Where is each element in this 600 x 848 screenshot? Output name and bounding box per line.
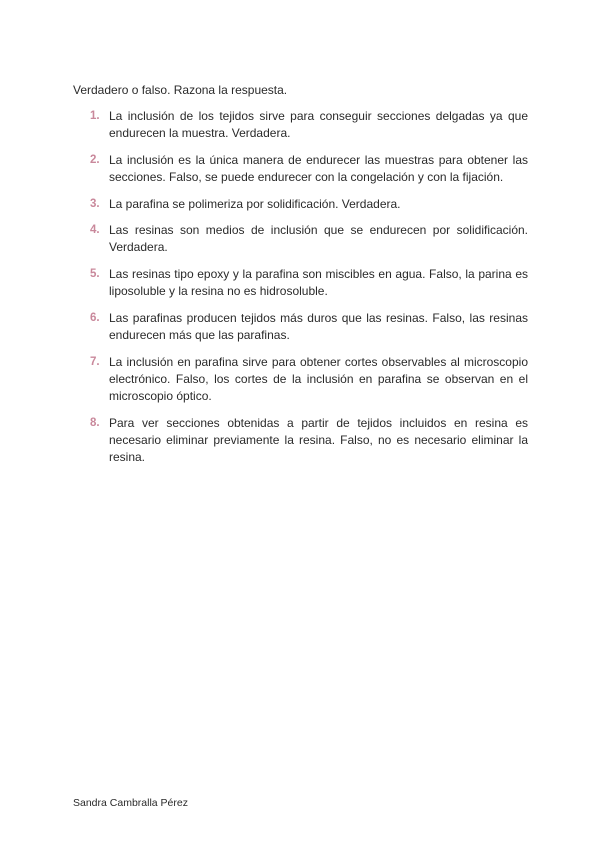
item-number: 8. (90, 417, 100, 429)
list-item (73, 152, 528, 186)
list-item (73, 415, 528, 466)
item-number: 1. (90, 110, 100, 122)
list-item (73, 266, 528, 300)
list-item (73, 222, 528, 256)
item-text: La inclusión de los tejidos sirve para conseguir secciones delgadas ya que endurecen la muestra. Verdadera. (109, 109, 528, 140)
item-number: 4. (90, 224, 100, 236)
item-text: Las parafinas producen tejidos más duros que las resinas. Falso, las resinas endurecen más que las parafinas. (109, 311, 528, 342)
item-number: 2. (90, 154, 100, 166)
item-text: Las resinas son medios de inclusión que se endurecen por solidificación. Verdadera. (109, 223, 528, 254)
item-text: La inclusión en parafina sirve para obtener cortes observables al microscopio electrónico. Falso, los cortes de la inclusión en parafina se observan en el microscopio óptico. (109, 355, 528, 403)
list-item (73, 354, 528, 405)
item-text: Las resinas tipo epoxy y la parafina son miscibles en agua. Falso, la parina es liposoluble y la resina no es hidrosoluble. (109, 267, 528, 298)
item-number: 5. (90, 268, 100, 280)
item-text: Para ver secciones obtenidas a partir de tejidos incluidos en resina es necesario eliminar previamente la resina. Falso, no es necesario eliminar la resina. (109, 416, 528, 464)
item-number: 6. (90, 312, 100, 324)
list-item (73, 108, 528, 142)
item-number: 3. (90, 198, 100, 210)
footer-author: Sandra Cambralla Pérez (73, 797, 188, 809)
list-item (73, 310, 528, 344)
item-text: La inclusión es la única manera de endurecer las muestras para obtener las secciones. Falso, se puede endurecer con la congelación y con la fijación. (109, 153, 528, 184)
question-list (73, 108, 528, 476)
intro-text: Verdadero o falso. Razona la respuesta. (73, 83, 288, 97)
item-text: La parafina se polimeriza por solidificación. Verdadera. (109, 197, 401, 211)
item-number: 7. (90, 356, 100, 368)
list-item (73, 196, 528, 213)
